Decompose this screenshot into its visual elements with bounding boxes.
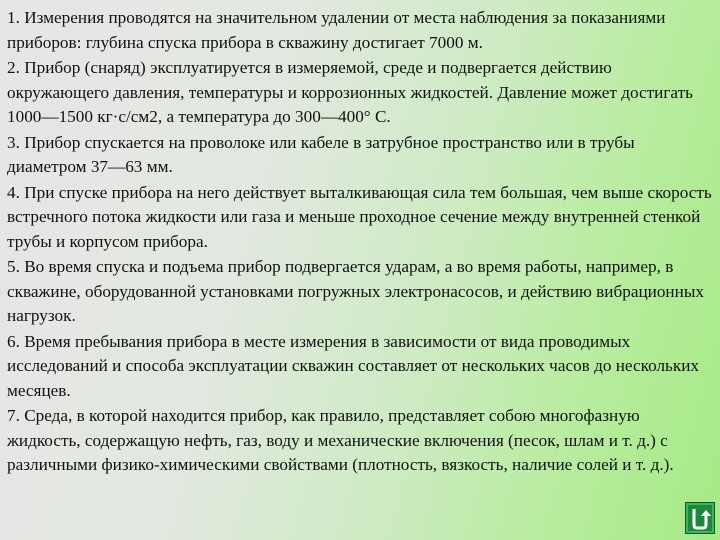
paragraph-3: 3. Прибор спускается на проволоке или кабеле в затрубное пространство или в трубы диаметром 37—63 мм. <box>7 132 635 176</box>
paragraph-6: 6. Время пребывания прибора в месте измерения в зависимости от вида проводимых исследований и способа эксплуатации скважин составляет от нескольких часов до нескольких месяцев. <box>7 331 699 400</box>
paragraph-1: 1. Измерения проводятся на значительном удалении от места наблюдения за показаниями приборов: глубина спуска прибора в скважину достигает 7000 м. <box>7 8 666 52</box>
paragraph-7: 7. Среда, в которой находится прибор, как правило, представляет собою многофазную жидкость, содержащую нефть, газ, воду и механические включения (песок, шлам и т. д.) с различными физико-химическими свойствами (плотность, вязкость, наличие солей и т. д.). <box>7 406 674 474</box>
paragraph-4: 4. При спуске прибора на него действует выталкивающая сила тем большая, чем выше скорость встречного потока жидкости или газа и меньше проходное сечение между внутренней стенкой трубы и корпусом прибора. <box>7 182 712 251</box>
slide-text <box>7 6 715 479</box>
return-button[interactable] <box>685 502 715 534</box>
return-arrow-icon <box>686 503 714 533</box>
paragraph-5: 5. Во время спуска и подъема прибор подвергается ударам, а во время работы, например, в скважине, оборудованной установками погружных электронасосов, и действию вибрационных нагрузок. <box>7 257 704 325</box>
paragraph-2: 2. Прибор (снаряд) эксплуатируется в измеряемой, среде и подвергается действию окружающего давления, температуры и коррозионных жидкостей. Давление может достигать 1000—1500 кг·с/см2, а температура до 300—400° С. <box>7 58 693 126</box>
